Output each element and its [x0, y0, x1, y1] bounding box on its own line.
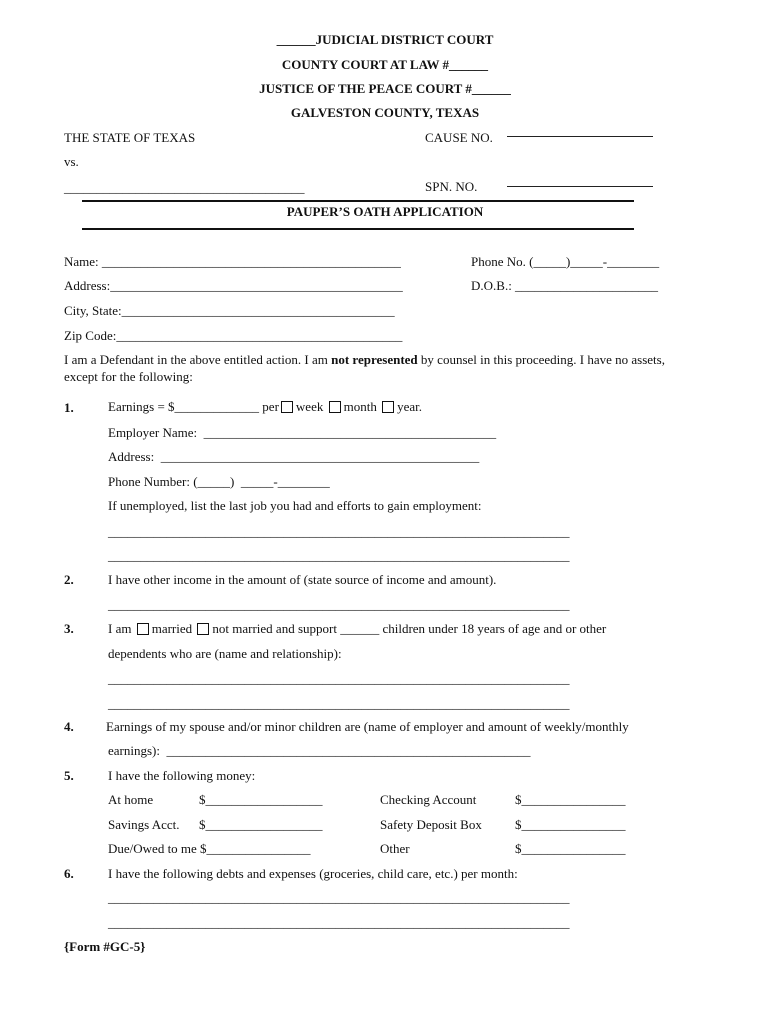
money-prompt: I have the following money: — [108, 768, 256, 783]
blank-line[interactable]: _______________________________________________________________________ — [108, 890, 570, 905]
zip-code-field[interactable]: Zip Code:____________________________________________ — [64, 328, 403, 343]
state-label: THE STATE OF TEXAS — [64, 130, 196, 145]
marital-row — [108, 621, 606, 637]
other-field[interactable]: $________________ — [515, 841, 626, 856]
married-checkbox[interactable] — [137, 623, 149, 635]
earnings-field[interactable]: Earnings = $_____________ per — [108, 399, 279, 414]
employer-name-field[interactable]: Employer Name: _____________________________________________ — [108, 425, 497, 440]
item-2-number: 2. — [64, 572, 74, 587]
checking-label: Checking Account — [380, 792, 477, 807]
at-home-label: At home — [108, 792, 154, 807]
employer-address-field[interactable]: Address: _________________________________________________ — [108, 449, 480, 464]
checking-field[interactable]: $________________ — [515, 792, 626, 807]
court-line-county-law: COUNTY COURT AT LAW #______ — [281, 57, 489, 72]
form-number: {Form #GC-5} — [64, 939, 146, 954]
vs-label: vs. — [64, 154, 79, 169]
item-1-number: 1. — [64, 400, 74, 415]
dob-field[interactable]: D.O.B.: ______________________ — [471, 278, 659, 293]
spn-no-field[interactable] — [507, 186, 653, 187]
employer-phone-field[interactable]: Phone Number: (_____) _____-________ — [108, 474, 330, 489]
i-am-label: I am — [108, 621, 132, 636]
earnings-row — [108, 399, 422, 415]
address-field[interactable]: Address:_____________________________________________ — [64, 278, 403, 293]
blank-line[interactable]: _______________________________________________________________________ — [108, 671, 570, 686]
intro-text-1: I am a Defendant in the above entitled action. I am — [64, 352, 332, 367]
item-4-number: 4. — [64, 719, 74, 734]
item-6-number: 6. — [64, 866, 74, 881]
intro-paragraph — [64, 351, 684, 385]
intro-text-2: by counsel in this proceeding. I have no assets, except for the following: — [64, 352, 665, 384]
unemployed-prompt: If unemployed, list the last job you had and efforts to gain employment: — [108, 498, 482, 513]
not-married-label: not married and support ______ children under 18 years of age and or other — [212, 621, 607, 636]
blank-line[interactable]: _______________________________________________________________________ — [108, 597, 570, 612]
blank-line[interactable]: _______________________________________________________________________ — [108, 548, 570, 563]
other-income-prompt: I have other income in the amount of (state source of income and amount). — [108, 572, 497, 587]
spouse-earnings-field[interactable]: earnings): ________________________________________________________ — [108, 743, 531, 758]
blank-line[interactable]: _______________________________________________________________________ — [108, 524, 570, 539]
name-field[interactable]: Name: ______________________________________________ — [64, 254, 401, 269]
year-label: year. — [397, 399, 422, 414]
at-home-field[interactable]: $__________________ — [199, 792, 323, 807]
title-rule-bottom — [82, 228, 634, 230]
debts-prompt: I have the following debts and expenses (groceries, child care, etc.) per month: — [108, 866, 518, 881]
court-line-county: GALVESTON COUNTY, TEXAS — [290, 105, 480, 120]
savings-field[interactable]: $__________________ — [199, 817, 323, 832]
married-label: married — [151, 621, 193, 636]
spn-no-label: SPN. NO. — [425, 179, 478, 194]
spouse-earnings-prompt: Earnings of my spouse and/or minor children are (name of employer and amount of weekly/monthly — [106, 719, 629, 734]
blank-line[interactable]: _______________________________________________________________________ — [108, 915, 570, 930]
not-married-checkbox[interactable] — [197, 623, 209, 635]
week-label: week — [295, 399, 324, 414]
week-checkbox[interactable] — [281, 401, 293, 413]
defendant-field[interactable]: _____________________________________ — [64, 180, 305, 195]
safety-deposit-field[interactable]: $________________ — [515, 817, 626, 832]
item-3-number: 3. — [64, 621, 74, 636]
month-checkbox[interactable] — [329, 401, 341, 413]
savings-label: Savings Acct. — [108, 817, 180, 832]
title-rule-top — [82, 200, 634, 202]
due-owed-field[interactable]: Due/Owed to me $________________ — [108, 841, 311, 856]
cause-no-field[interactable] — [507, 136, 653, 137]
intro-bold: not represented — [331, 352, 418, 367]
form-title: PAUPER’S OATH APPLICATION — [286, 204, 484, 219]
dependents-prompt: dependents who are (name and relationship): — [108, 646, 342, 661]
blank-line[interactable]: _______________________________________________________________________ — [108, 696, 570, 711]
month-label: month — [343, 399, 377, 414]
item-5-number: 5. — [64, 768, 74, 783]
court-line-justice-peace: JUSTICE OF THE PEACE COURT #______ — [259, 81, 511, 96]
year-checkbox[interactable] — [382, 401, 394, 413]
cause-no-label: CAUSE NO. — [425, 130, 493, 145]
court-line-district: ______JUDICIAL DISTRICT COURT — [276, 32, 494, 47]
safety-deposit-label: Safety Deposit Box — [380, 817, 482, 832]
city-state-field[interactable]: City, State:__________________________________________ — [64, 303, 395, 318]
phone-field[interactable]: Phone No. (_____)_____-________ — [471, 254, 660, 269]
other-label: Other — [380, 841, 410, 856]
